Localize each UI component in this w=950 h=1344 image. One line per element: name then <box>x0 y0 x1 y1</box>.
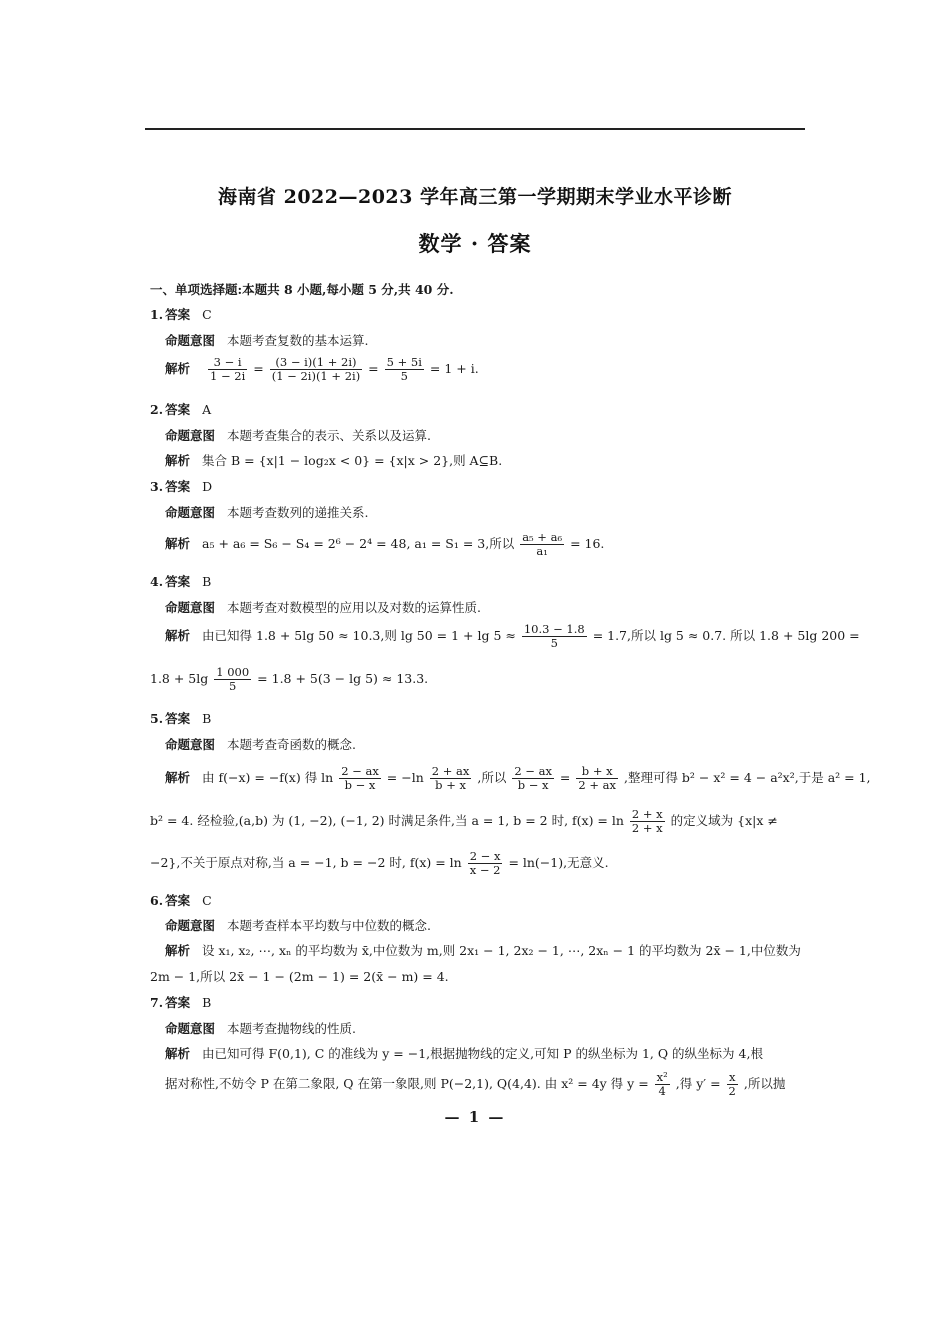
q7-answer-value: B <box>202 995 212 1010</box>
fraction: $\frac{3 - i}{1 - 2i}$ <box>210 355 246 383</box>
fraction: $\frac{x}{2}$ <box>728 1070 736 1098</box>
q5-intent: 命题意图 本题考查奇函数的概念. <box>165 737 356 752</box>
section-heading: 一、单项选择题:本题共 8 小题,每小题 5 分,共 40 分. <box>150 282 454 297</box>
q5-analysis-line3: −2},不关于原点对称,当 a = −1, b = −2 时, f(x) = ln $\frac{2 - x}{x - 2}$ = ln(−1),无意义. <box>150 849 609 877</box>
fraction: $\frac{2 - x}{x - 2}$ <box>469 849 501 877</box>
q5-answer: 5. 答案 B <box>150 711 212 726</box>
fraction: $\frac{\text{a₅ + a₆}}{\text{a₁}}$ <box>522 530 563 558</box>
q1-intent: 命题意图 本题考查复数的基本运算. <box>165 333 369 348</box>
fraction: $\frac{2 + ax}{b + x}$ <box>431 764 470 792</box>
q7-analysis-line1: 解析 由已知可得 F(0,1), C 的准线为 y = −1,根据抛物线的定义,可知 P 的纵坐标为 1, Q 的纵坐标为 4,根 <box>165 1046 763 1061</box>
q7-intent: 命题意图 本题考查抛物线的性质. <box>165 1021 356 1036</box>
q6-answer: 6. 答案 C <box>150 893 212 908</box>
fraction: $\frac{5 + 5i}{5}$ <box>386 355 422 383</box>
q5-answer-value: B <box>202 711 212 726</box>
fraction: $\frac{\text{x²}}{4}$ <box>656 1070 668 1098</box>
q1-analysis: 解析 $\frac{3 - i}{1 - 2i}$ = $\frac{(3 - i)(1 + 2i)}{(1 - 2i)(1 + 2i)}$ = $\frac{5 + 5i}{5}$ = 1 + i. <box>165 355 479 383</box>
q7-analysis-line2: 据对称性,不妨令 P 在第二象限, Q 在第一象限,则 P(−2,1), Q(4,4). 由 x² = 4y 得 y = $\frac{\text{x²}}{4}$ ,得 y′ = $\frac{x}{2}$ ,所以抛 <box>165 1070 786 1098</box>
q4-intent: 命题意图 本题考查对数模型的应用以及对数的运算性质. <box>165 600 481 615</box>
q2-analysis: 解析 集合 B = {x|1 − log₂x < 0} = {x|x > 2},则 A⊆B. <box>165 453 503 468</box>
q3-answer: 3. 答案 D <box>150 479 213 494</box>
q7-answer: 7. 答案 B <box>150 995 212 1010</box>
q2-answer: 2. 答案 A <box>150 402 212 417</box>
q4-answer-value: B <box>202 574 212 589</box>
q6-analysis-line2: 2m − 1,所以 2x̄ − 1 − (2m − 1) = 2(x̄ − m) = 4. <box>150 969 449 984</box>
top-rule <box>145 128 805 130</box>
fraction: $\frac{1 000}{5}$ <box>216 665 250 693</box>
fraction: $\frac{b + x}{2 + ax}$ <box>578 764 616 792</box>
fraction: $\frac{10.3 - 1.8}{5}$ <box>523 622 585 650</box>
q6-intent: 命题意图 本题考查样本平均数与中位数的概念. <box>165 918 431 933</box>
q4-analysis-line2: 1.8 + 5lg $\frac{1 000}{5}$ = 1.8 + 5(3 − lg 5) ≈ 13.3. <box>150 665 429 693</box>
fraction: $\frac{2 - ax}{b - x}$ <box>341 764 379 792</box>
q6-answer-value: C <box>202 893 212 908</box>
q3-answer-value: D <box>202 479 213 494</box>
q5-analysis-line1: 解析 由 f(−x) = −f(x) 得 ln $\frac{2 - ax}{b - x}$ = −ln $\frac{2 + ax}{b + x}$ ,所以 $\frac{2 - ax}{b - x}$ = $\frac{b + x}{2 + ax}$ ,整理可得 b² − x² = 4 − a²x²,于是 a² = 1, <box>165 764 871 792</box>
q1-answer: 1. 答案 C <box>150 307 212 322</box>
q5-analysis-line2: b² = 4. 经检验,(a,b) 为 (1, −2), (−1, 2) 时满足条件,当 a = 1, b = 2 时, f(x) = ln $\frac{2 + x}{2 + x}$ 的定义域为 {x|x ≠ <box>150 807 778 835</box>
q3-intent: 命题意图 本题考查数列的递推关系. <box>165 505 369 520</box>
q1-answer-value: C <box>202 307 212 322</box>
q2-answer-value: A <box>202 402 212 417</box>
q4-answer: 4. 答案 B <box>150 574 212 589</box>
document-subtitle: 数学 · 答案 <box>418 231 532 256</box>
fraction: $\frac{2 + x}{2 + x}$ <box>631 807 663 835</box>
fraction: $\frac{(3 - i)(1 + 2i)}{(1 - 2i)(1 + 2i)}$ <box>271 355 361 383</box>
document-title: 海南省 2022—2023 学年高三第一学期期末学业水平诊断 <box>218 186 732 208</box>
q6-analysis-line1: 解析 设 x₁, x₂, ⋯, xₙ 的平均数为 x̄,中位数为 m,则 2x₁ − 1, 2x₂ − 1, ⋯, 2xₙ − 1 的平均数为 2x̄ − 1,中位数为 <box>165 943 801 958</box>
page-number: — 1 — <box>444 1108 506 1126</box>
q2-intent: 命题意图 本题考查集合的表示、关系以及运算. <box>165 428 431 443</box>
fraction: $\frac{2 - ax}{b - x}$ <box>514 764 552 792</box>
q4-analysis-line1: 解析 由已知得 1.8 + 5lg 50 ≈ 10.3,则 lg 50 = 1 + lg 5 ≈ $\frac{10.3 - 1.8}{5}$ = 1.7,所以 lg 5 ≈ 0.7. 所以 1.8 + 5lg 200 = <box>165 622 860 650</box>
q3-analysis: 解析 a₅ + a₆ = S₆ − S₄ = 2⁶ − 2⁴ = 48, a₁ = S₁ = 3,所以 $\frac{\text{a₅ + a₆}}{\text{a₁}}$ = 16. <box>165 530 605 558</box>
